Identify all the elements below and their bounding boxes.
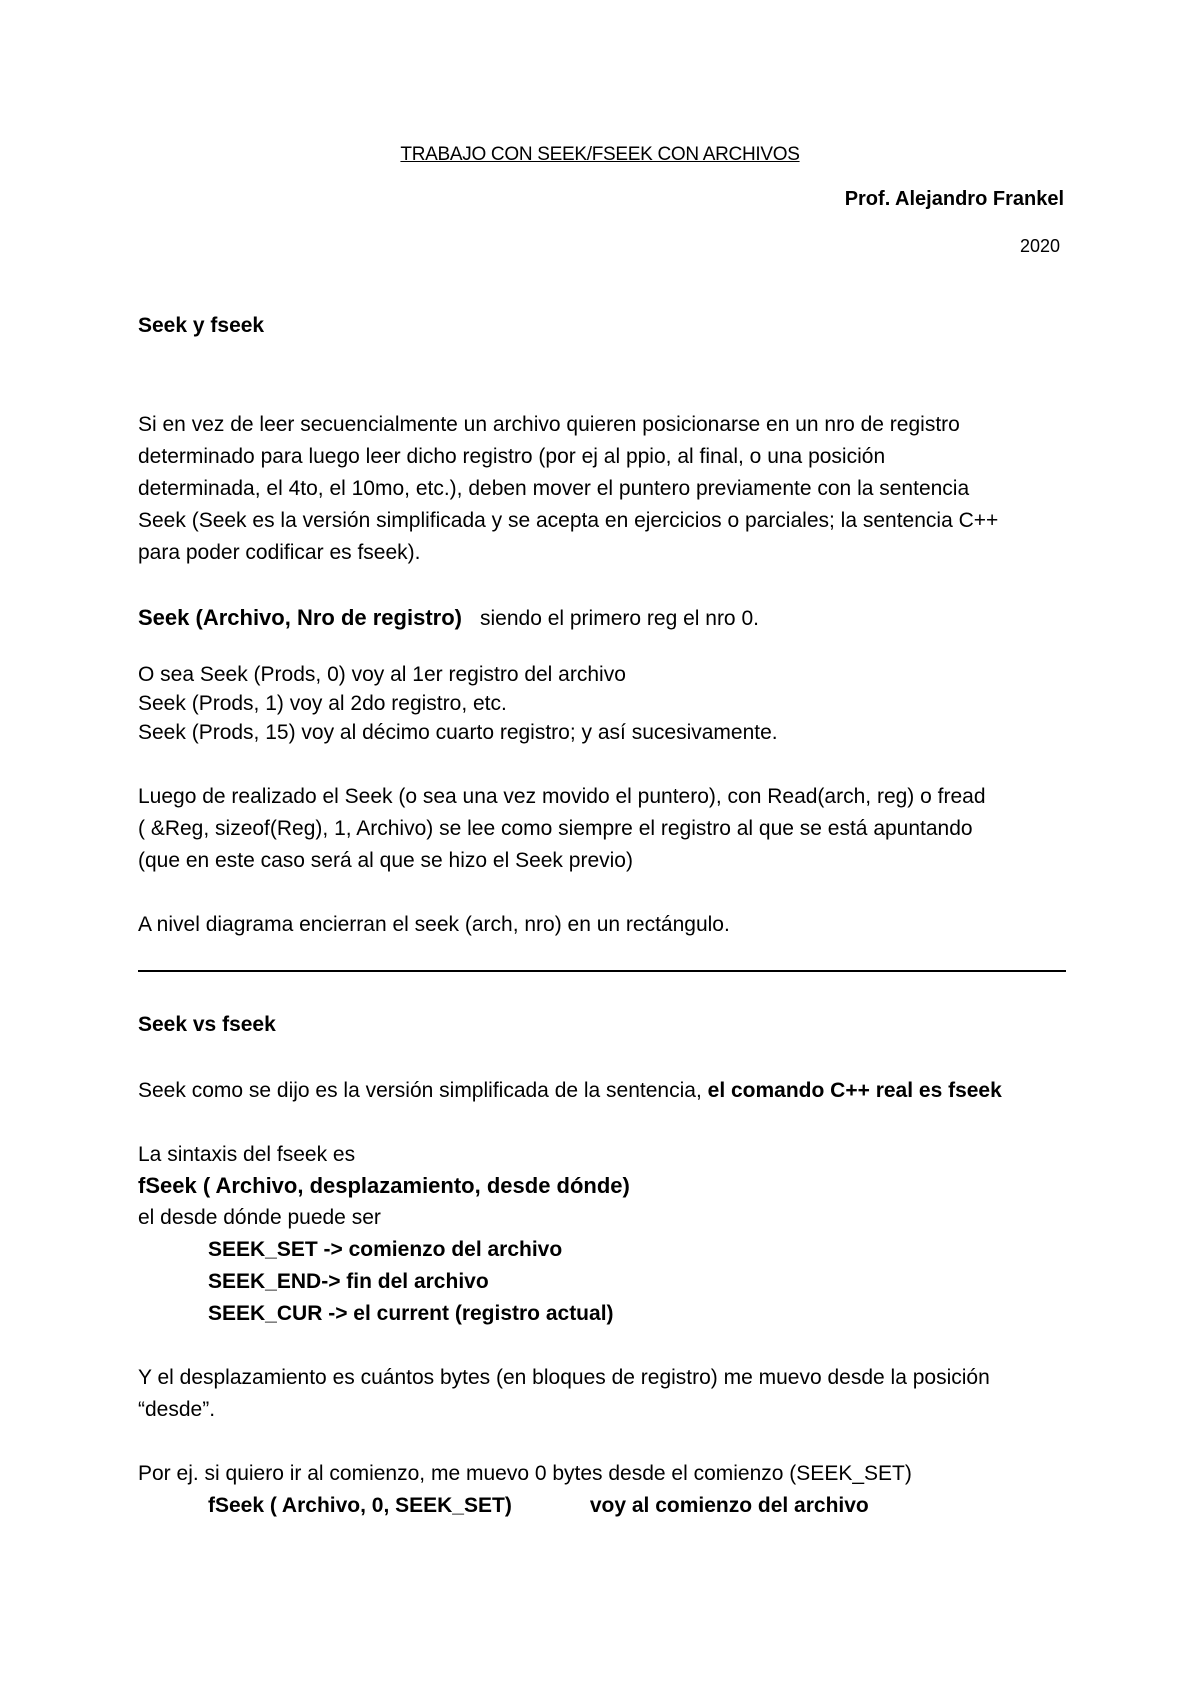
paragraph-line: Luego de realizado el Seek (o sea una vez movido el puntero), con Read(arch, reg) o fread bbox=[138, 785, 986, 808]
syntax-intro: La sintaxis del fseek es bbox=[138, 1143, 356, 1166]
desde-intro: el desde dónde puede ser bbox=[138, 1206, 381, 1229]
example-intro: Por ej. si quiero ir al comienzo, me muevo 0 bytes desde el comienzo (SEEK_SET) bbox=[138, 1462, 912, 1485]
document-title: TRABAJO CON SEEK/FSEEK CON ARCHIVOS bbox=[400, 144, 800, 165]
example-line: O sea Seek (Prods, 0) voy al 1er registro del archivo bbox=[138, 663, 626, 686]
intro-bold-text: el comando C++ real es fseek bbox=[707, 1079, 1002, 1102]
intro-text: Seek como se dijo es la versión simplificada de la sentencia, bbox=[138, 1079, 702, 1102]
paragraph-line: para poder codificar es fseek). bbox=[138, 541, 421, 564]
example-line: Seek (Prods, 1) voy al 2do registro, etc. bbox=[138, 692, 507, 715]
paragraph-line: Si en vez de leer secuencialmente un archivo quieren posicionarse en un nro de registro bbox=[138, 413, 960, 436]
paragraph-line: A nivel diagrama encierran el seek (arch, nro) en un rectángulo. bbox=[138, 913, 730, 936]
section-heading-seek-vs-fseek: Seek vs fseek bbox=[138, 1013, 276, 1036]
fseek-example-code: fSeek ( Archivo, 0, SEEK_SET) bbox=[208, 1494, 512, 1517]
seek-option: SEEK_END-> fin del archivo bbox=[208, 1270, 489, 1293]
fseek-example-desc: voy al comienzo del archivo bbox=[589, 1494, 869, 1517]
document-year: 2020 bbox=[1019, 236, 1060, 256]
seek-syntax-line bbox=[138, 603, 759, 634]
paragraph-line: determinada, el 4to, el 10mo, etc.), deben mover el puntero previamente con la sentencia bbox=[138, 477, 970, 500]
paragraph-line: determinado para luego leer dicho registro (por ej al ppio, al final, o una posición bbox=[138, 445, 886, 468]
paragraph-line: Y el desplazamiento es cuántos bytes (en bloques de registro) me muevo desde la posición bbox=[138, 1366, 990, 1389]
author-name: Prof. Alejandro Frankel bbox=[844, 188, 1064, 210]
fseek-example-line bbox=[208, 1491, 869, 1521]
paragraph-line: ( &Reg, sizeof(Reg), 1, Archivo) se lee como siempre el registro al que se está apuntando bbox=[138, 817, 973, 840]
seek-syntax: Seek (Archivo, Nro de registro) bbox=[138, 605, 462, 630]
seek-option: SEEK_SET -> comienzo del archivo bbox=[208, 1238, 563, 1261]
paragraph-line: Seek (Seek es la versión simplificada y se acepta en ejercicios o parciales; la sentencia C++ bbox=[138, 509, 999, 532]
horizontal-divider bbox=[138, 970, 1066, 972]
seek-vs-fseek-intro bbox=[138, 1076, 1002, 1106]
seek-option: SEEK_CUR -> el current (registro actual) bbox=[208, 1302, 614, 1325]
paragraph-line: (que en este caso será al que se hizo el Seek previo) bbox=[138, 849, 633, 872]
paragraph-line: “desde”. bbox=[138, 1398, 216, 1421]
fseek-syntax: fSeek ( Archivo, desplazamiento, desde dónde) bbox=[138, 1173, 630, 1198]
seek-syntax-note: siendo el primero reg el nro 0. bbox=[479, 607, 759, 630]
example-line: Seek (Prods, 15) voy al décimo cuarto registro; y así sucesivamente. bbox=[138, 721, 778, 744]
section-heading-seek-y-fseek: Seek y fseek bbox=[138, 314, 265, 337]
